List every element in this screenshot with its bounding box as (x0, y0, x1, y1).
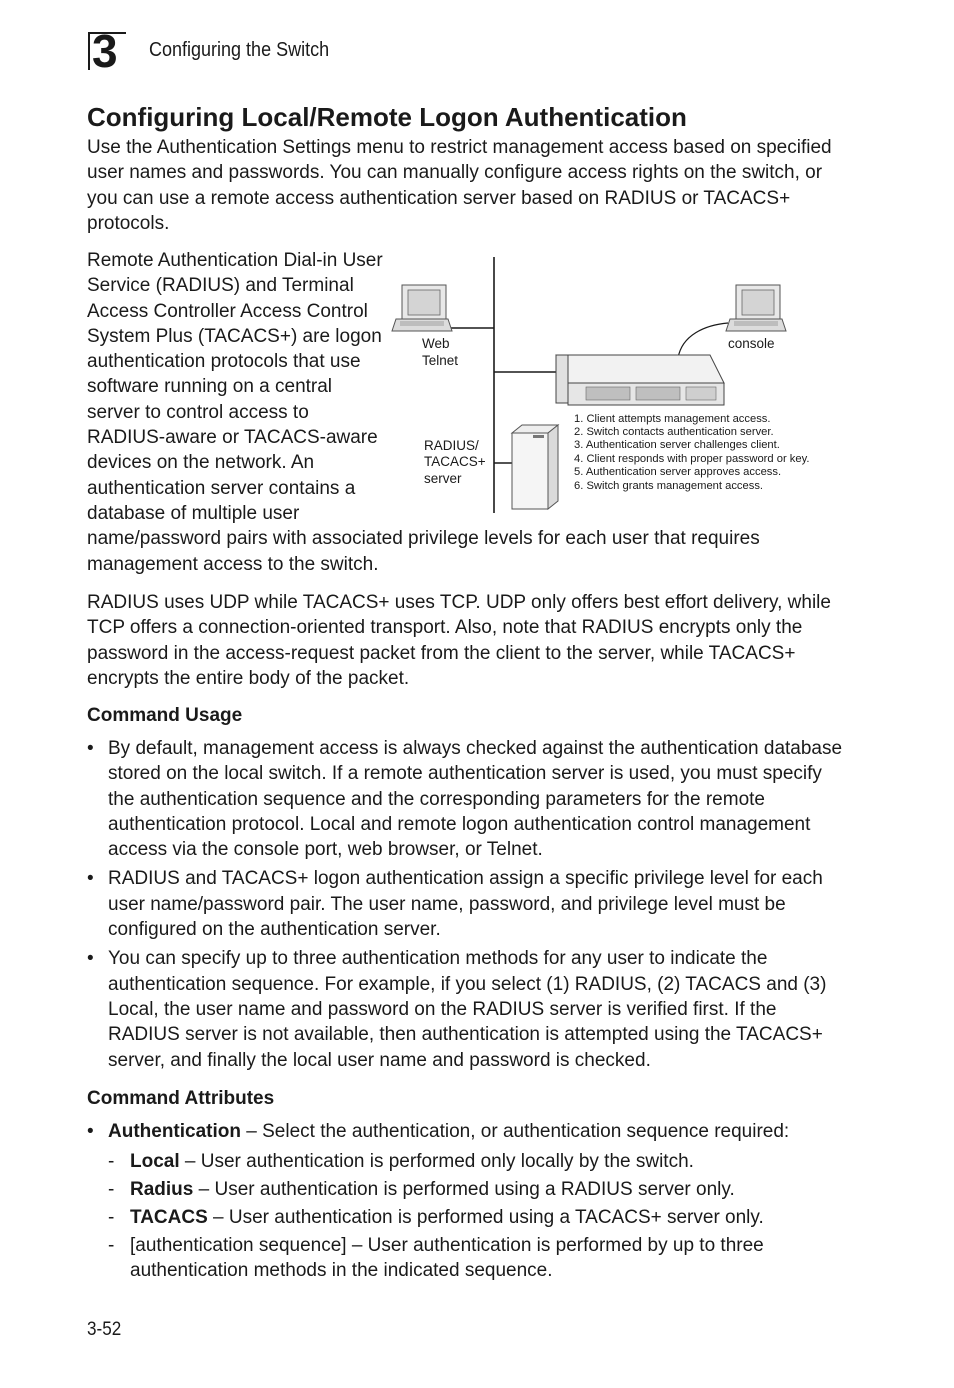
console-computer-icon (726, 285, 786, 331)
switch-icon (556, 355, 724, 405)
authentication-diagram (390, 255, 840, 517)
list-item: • RADIUS and TACACS+ logon authentication assign a specific privilege level for each user name/password pair. The user name, password, and privilege level must be configured on the authentication server. (87, 866, 847, 942)
list-item (108, 1149, 848, 1174)
diagram-step: 3. Authentication server challenges client. (574, 439, 780, 451)
diagram-step: 1. Client attempts management access. (574, 413, 771, 425)
section-title: Configuring Local/Remote Logon Authentication (87, 102, 687, 132)
diagram-step: 6. Switch grants management access. (574, 480, 764, 492)
command-usage-list (87, 736, 847, 1077)
web-label: Web (422, 336, 450, 351)
server-label-tacacs: TACACS+ (424, 454, 486, 469)
authentication-term: Authentication (108, 1121, 241, 1142)
command-usage-heading: Command Usage (87, 705, 243, 726)
list-item (108, 1205, 848, 1230)
console-cable (678, 323, 728, 358)
option-description: – User authentication is performed using a TACACS+ server only. (207, 1206, 764, 1228)
intro-paragraph: Use the Authentication Settings menu to restrict management access based on specified user names and passwords. You can manually configure access rights on the switch, or you can use a remote access authentication server based on RADIUS or TACACS+ protocols. (87, 137, 832, 234)
list-item (108, 1177, 848, 1202)
authentication-options-list (108, 1149, 848, 1286)
web-telnet-computer-icon (392, 285, 452, 331)
list-item (87, 1119, 847, 1144)
option-description: – User authentication is performed using a RADIUS server only. (193, 1178, 735, 1200)
list-item: • You can specify up to three authentication methods for any user to indicate the authentication sequence. For example, if you select (1) RADIUS, (2) TACACS and (3) Local, the user name and password on the RADIUS server is verified first. If the RADIUS server is not available, then authentication is attempted using the TACACS+ server, and finally the local user name and password is checked. (87, 946, 847, 1072)
option-description: – User authentication is performed only locally by the switch. (179, 1151, 694, 1172)
diagram-step: 5. Authentication server approves access. (574, 466, 782, 478)
server-icon (512, 425, 558, 509)
console-label: console (728, 336, 775, 351)
chapter-number: 3 (92, 25, 118, 77)
diagram-step: 2. Switch contacts authentication server. (574, 426, 774, 438)
server-label-radius: RADIUS/ (424, 438, 479, 453)
option-term: Local (130, 1151, 180, 1172)
list-item: • By default, management access is always checked against the authentication database stored on the local switch. If a remote authentication server is used, you must specify the authentication sequence and the corresponding parameters for the remote authentication protocol. Local and remote logon authentication control management access via the console port, web browser, or Telnet. (87, 736, 847, 862)
telnet-label: Telnet (422, 353, 459, 368)
option-term: TACACS (130, 1206, 208, 1228)
command-attributes-list (87, 1119, 847, 1148)
authentication-description: – Select the authentication, or authentication sequence required: (241, 1121, 790, 1142)
page-number: 3-52 (87, 1319, 122, 1340)
udp-tcp-paragraph: RADIUS uses UDP while TACACS+ uses TCP. UDP only offers best effort delivery, while TCP offers a connection-oriented transport. Also, note that RADIUS encrypts only the password in the access-request packet from the client to the server, while TACACS+ encrypts the entire body of the packet. (87, 592, 831, 689)
radius-paragraph: Remote Authentication Dial-in User Service (RADIUS) and Terminal Access Controller Access Control System Plus (TACACS+) are logon authentication protocols that use software running on a central server to control access to RADIUS-aware or TACACS-aware devices on the network. An authentication server contains a database of multiple user name/password pairs with associated privilege levels for each user that requires management access to the switch. (87, 250, 760, 575)
option-term: Radius (130, 1178, 194, 1200)
option-description: [authentication sequence] – User authentication is performed by up to three authentication methods in the indicated sequence. (130, 1234, 764, 1282)
diagram-step: 4. Client responds with proper password or key. (574, 453, 810, 465)
running-title: Configuring the Switch (149, 39, 330, 61)
server-label-server: server (424, 471, 462, 486)
list-item (108, 1233, 848, 1284)
command-attributes-heading: Command Attributes (87, 1088, 275, 1109)
